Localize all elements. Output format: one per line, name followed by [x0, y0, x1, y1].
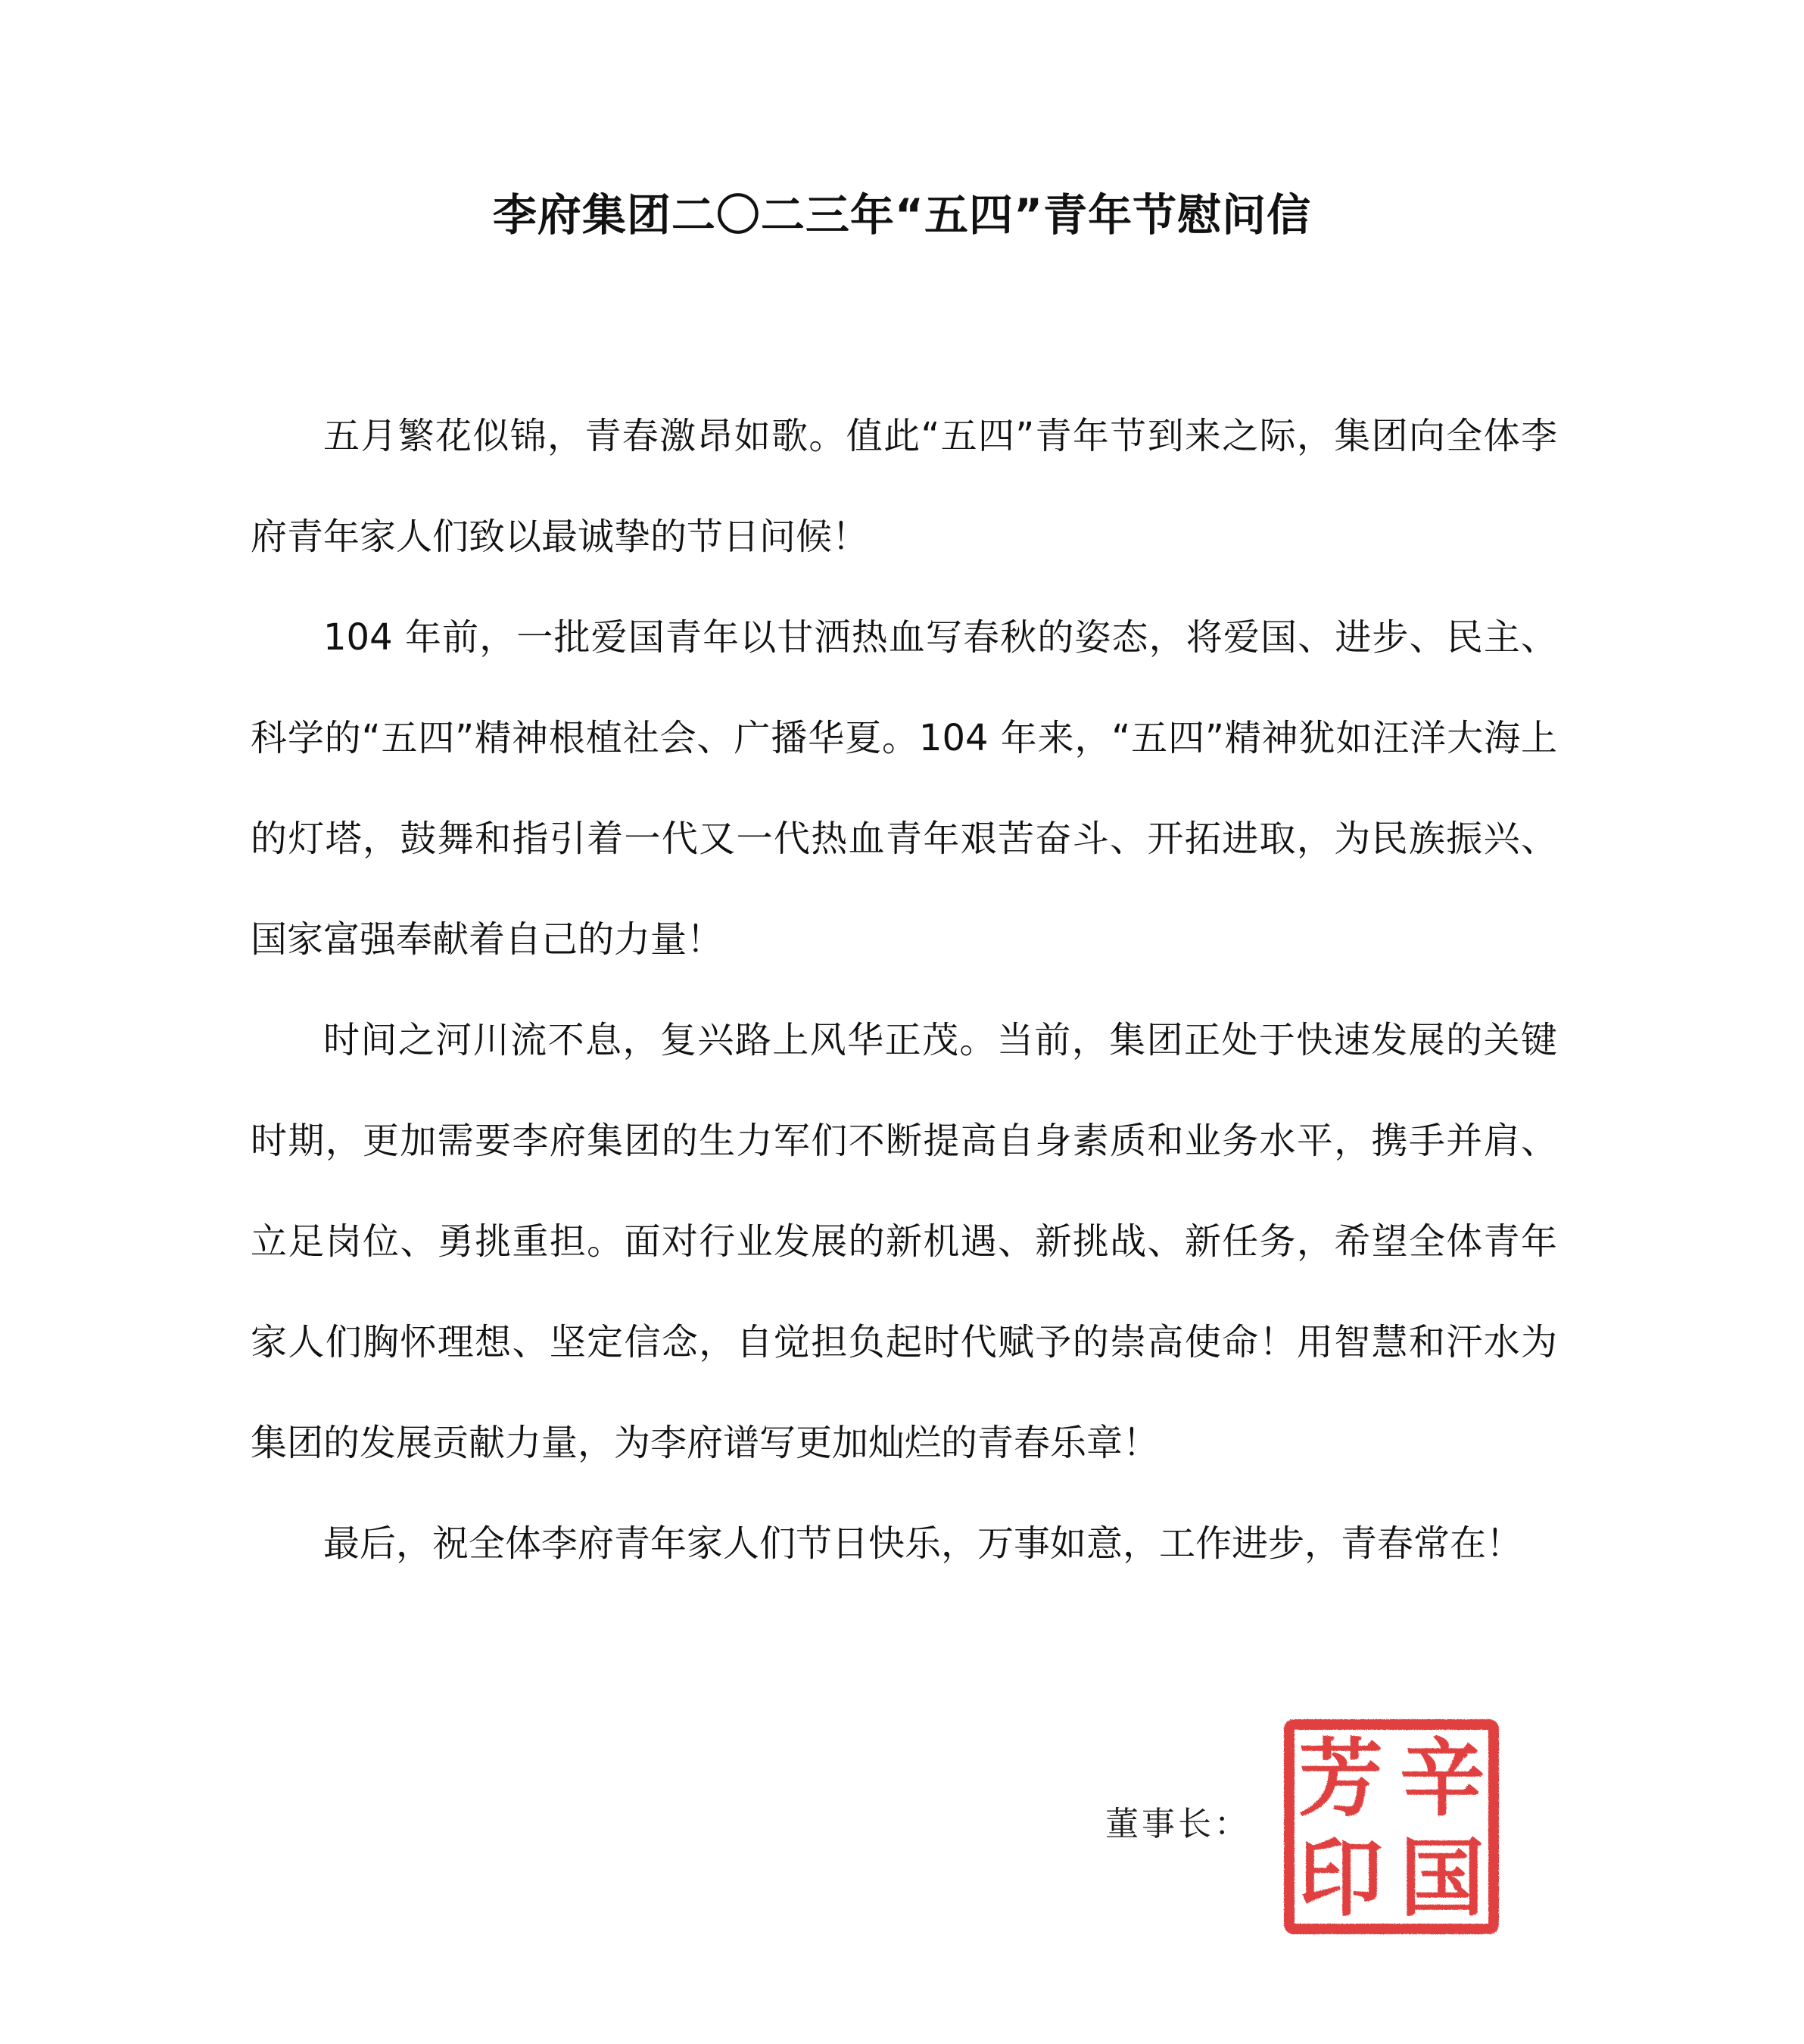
- letter-title: 李府集团二〇二三年“五四”青年节慰问信: [492, 189, 1312, 241]
- paragraph-expectation: 时间之河川流不息，复兴路上风华正茂。当前，集团正处于快速发展的关键时期，更加需要李府集团的生力军们不断提高自身素质和业务水平，携手并肩、立足岗位、勇挑重担。面对行业发展的新机遇、新挑战、新任务，希望全体青年家人们胸怀理想、坚定信念，自觉担负起时代赋予的崇高使命！用智慧和汗水为集团的发展贡献力量，为李府谱写更加灿烂的青春乐章！: [251, 1019, 1557, 1464]
- seal-char-1: 辛: [1400, 1729, 1485, 1828]
- seal-char-4: 印: [1298, 1829, 1383, 1928]
- seal-char-2: 芳: [1298, 1729, 1383, 1828]
- paragraph-history: 104 年前，一批爱国青年以甘洒热血写春秋的姿态，将爱国、进步、民主、科学的“五四”精神根植社会、广播华夏。104 年来，“五四”精神犹如汪洋大海上的灯塔，鼓舞和指引着一代又一代热血青年艰苦奋斗、开拓进取，为民族振兴、国家富强奉献着自己的力量！: [251, 616, 1557, 961]
- signature-label: 董事长：: [1105, 1805, 1251, 1843]
- paragraph-closing: 最后，祝全体李府青年家人们节日快乐，万事如意，工作进步，青春常在！: [323, 1522, 1523, 1565]
- paragraph-greeting: 五月繁花似锦，青春激昂如歌。值此“五四”青年节到来之际，集团向全体李府青年家人们致以最诚挚的节日问候！: [251, 415, 1557, 558]
- seal-stamp: [1282, 1717, 1501, 1937]
- letter-body: [251, 386, 1557, 1594]
- seal-char-3: 国: [1400, 1829, 1485, 1928]
